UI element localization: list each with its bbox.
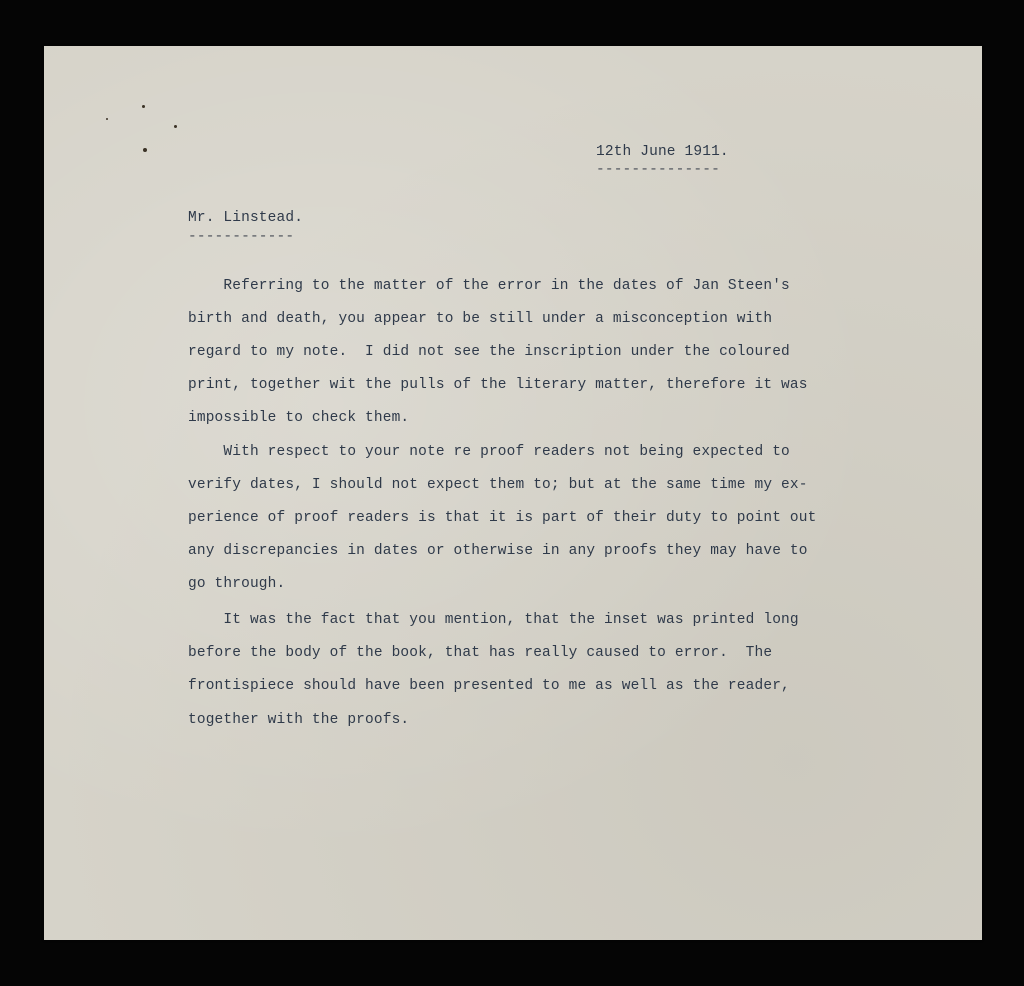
body-line: frontispiece should have been presented to me as well as the reader, — [188, 678, 790, 694]
body-line: regard to my note. I did not see the inscription under the coloured — [188, 344, 790, 360]
body-line: impossible to check them. — [188, 410, 410, 426]
body-line: verify dates, I should not expect them to; but at the same time my ex- — [188, 477, 808, 493]
body-line: any discrepancies in dates or otherwise in any proofs they may have to — [188, 543, 808, 559]
letter-page — [44, 46, 982, 940]
paper-stain — [142, 105, 145, 108]
date-underline: -------------- — [596, 162, 720, 178]
body-line: With respect to your note re proof readers not being expected to — [188, 444, 790, 460]
body-line: before the body of the book, that has really caused to error. The — [188, 645, 773, 661]
paper-stain — [106, 118, 108, 120]
body-line: perience of proof readers is that it is part of their duty to point out — [188, 510, 817, 526]
body-line: birth and death, you appear to be still under a misconception with — [188, 311, 773, 327]
body-line: go through. — [188, 576, 286, 592]
paper-stain — [143, 148, 147, 152]
body-line: print, together wit the pulls of the literary matter, therefore it was — [188, 377, 808, 393]
paper-stain — [174, 125, 177, 128]
body-line: Referring to the matter of the error in the dates of Jan Steen's — [188, 278, 790, 294]
letter-date: 12th June 1911. — [596, 144, 729, 160]
body-line: together with the proofs. — [188, 712, 410, 728]
body-line: It was the fact that you mention, that the inset was printed long — [188, 612, 799, 628]
salutation: Mr. Linstead. — [188, 210, 304, 226]
salutation-underline: ------------ — [188, 229, 295, 245]
